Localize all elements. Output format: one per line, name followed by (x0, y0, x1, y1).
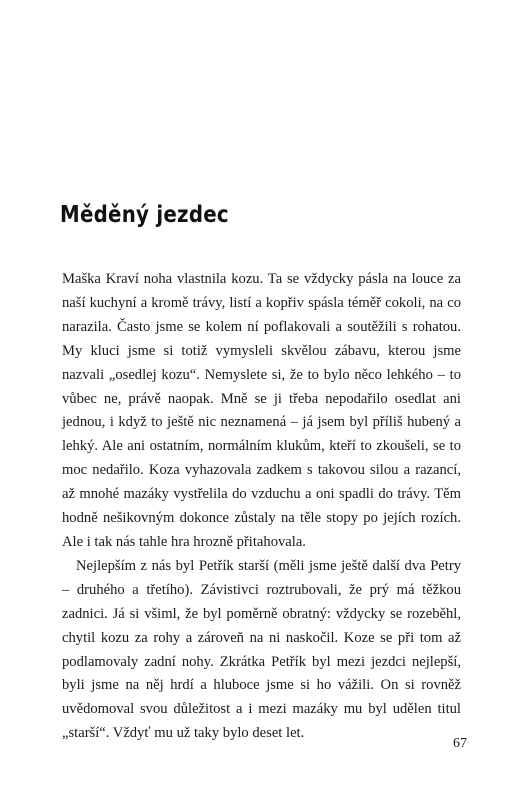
page-number: 67 (453, 736, 467, 751)
chapter-body (62, 268, 461, 746)
paragraph-1: Maška Kraví noha vlastnila kozu. Ta se vždycky pásla na louce za naší kuchyní a kromě trávy, listí a kopřiv spásla téměř cokoli, na co narazila. Často jsme se kolem ní poflakovali a soutěžili s rohatou. My kluci jsme si totiž vymysleli skvělou zábavu, kterou jsme nazvali „osedlej kozu“. Nemyslete si, že to bylo něco lehkého – to vůbec ne, právě naopak. Mně se ji třeba nepodařilo osedlat ani jednou, i když to ještě nic neznamená – já jsem byl příliš hubený a lehký. Ale ani ostatním, normálním klukům, kteří to zkoušeli, se to moc nedařilo. Koza vyhazovala zadkem s takovou silou a razancí, až mnohé mazáky vystřelila do vzduchu a oni spadli do trávy. Těm hodně nešikovným dokonce zůstaly na těle stopy po jejích rozích. Ale i tak nás tahle hra hrozně přitahovala. (62, 271, 461, 550)
chapter-title: Měděný jezdec (60, 202, 229, 228)
paragraph-2: Nejlepším z nás byl Petřík starší (měli jsme ještě další dva Petry – druhého a třetího). Závistivci roztrubovali, že prý má těžkou zadnici. Já si všiml, že byl poměrně obratný: vždycky se rozeběhl, chytil kozu za rohy a zároveň na ni naskočil. Koze se při tom až podlamovaly zadní nohy. Zkrátka Petřík byl mezi jezdci nejlepší, byli jsme na něj hrdí a hluboce jsme si ho vážili. On si rovněž uvědomoval svou důležitost a i mezi mazáky mu byl udělen titul „starší“. Vždyť mu už taky bylo deset let. (62, 557, 461, 742)
